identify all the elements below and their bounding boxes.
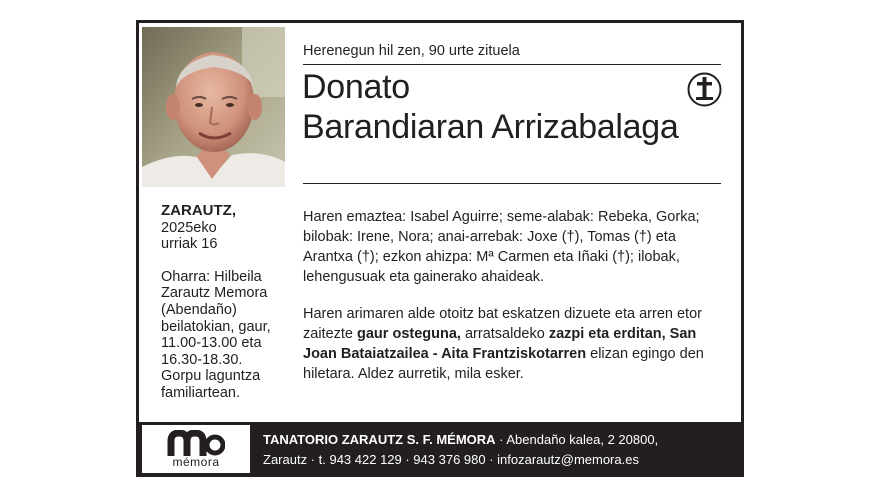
- logo-wordmark: mémora: [172, 454, 220, 469]
- note-line: 11.00-13.00 eta: [161, 335, 262, 352]
- note-line: beilatokian, gaur,: [161, 318, 271, 335]
- wake-note: [161, 269, 286, 402]
- note-line: (Abendaño): [161, 301, 237, 318]
- note-line: 16.30-18.30.: [161, 351, 243, 368]
- prayer-text: elizan egingo den hiletara. Aldez aurretik, mila esker.: [303, 346, 704, 382]
- obituary-card: [136, 20, 744, 477]
- prayer-text: Haren arimaren alde otoitz bat eskatzen dizuete eta arren etor zaitezte: [303, 306, 702, 342]
- sidebar-info: [161, 203, 286, 402]
- deceased-photo: [142, 27, 285, 187]
- date-line: 2025eko: [161, 219, 217, 236]
- cross-icon: [687, 72, 722, 107]
- first-name: Donato: [302, 68, 410, 106]
- middle-divider: [303, 183, 721, 184]
- note-line: Zarautz Memora: [161, 285, 268, 302]
- prayer-day: gaur osteguna,: [357, 326, 461, 342]
- funeral-home-address: · Abendaño kalea, 2 20800,: [495, 432, 659, 447]
- portrait-image: [142, 27, 285, 187]
- city-label: ZARAUTZ,: [161, 202, 236, 219]
- funeral-home-contact: [263, 430, 658, 470]
- death-notice-subtitle: Herenegun hil zen, 90 urte zituela: [303, 43, 520, 59]
- memora-logo-icon: [167, 430, 225, 456]
- top-divider: [303, 64, 721, 65]
- funeral-home-footer: [139, 422, 741, 474]
- note-line: Gorpu laguntza: [161, 368, 261, 385]
- obituary-body: [303, 207, 723, 384]
- prayer-text: arratsaldeko: [464, 326, 545, 342]
- note-line: familiartean.: [161, 384, 240, 401]
- funeral-home-phones: Zarautz · t. 943 422 129 · 943 376 980 · infozarautz@memora.es: [263, 452, 639, 467]
- last-name: Barandiaran Arrizabalaga: [302, 108, 679, 146]
- family-paragraph: Haren emaztea: Isabel Aguirre; seme-alabak: Rebeka, Gorka; bilobak: Irene, Nora; anai-arrebak: Joxe (†), Tomas (†) eta Arantxa (†); ezkon ahizpa: Mª Carmen eta Iñaki (†); ilobak, lehengusuak eta gainerako ahaideak.: [303, 209, 700, 285]
- prayer-time-place: zazpi eta erditan, San Joan Bataiatzailea - Aita Frantziskotarren: [303, 326, 697, 362]
- date-line: urriak 16: [161, 236, 218, 253]
- memora-logo: [142, 425, 250, 473]
- deceased-name: [302, 67, 679, 147]
- funeral-home-name: TANATORIO ZARAUTZ S. F. MÉMORA: [263, 432, 496, 447]
- prayer-paragraph: [303, 304, 723, 384]
- note-line: Oharra: Hilbeila: [161, 268, 262, 285]
